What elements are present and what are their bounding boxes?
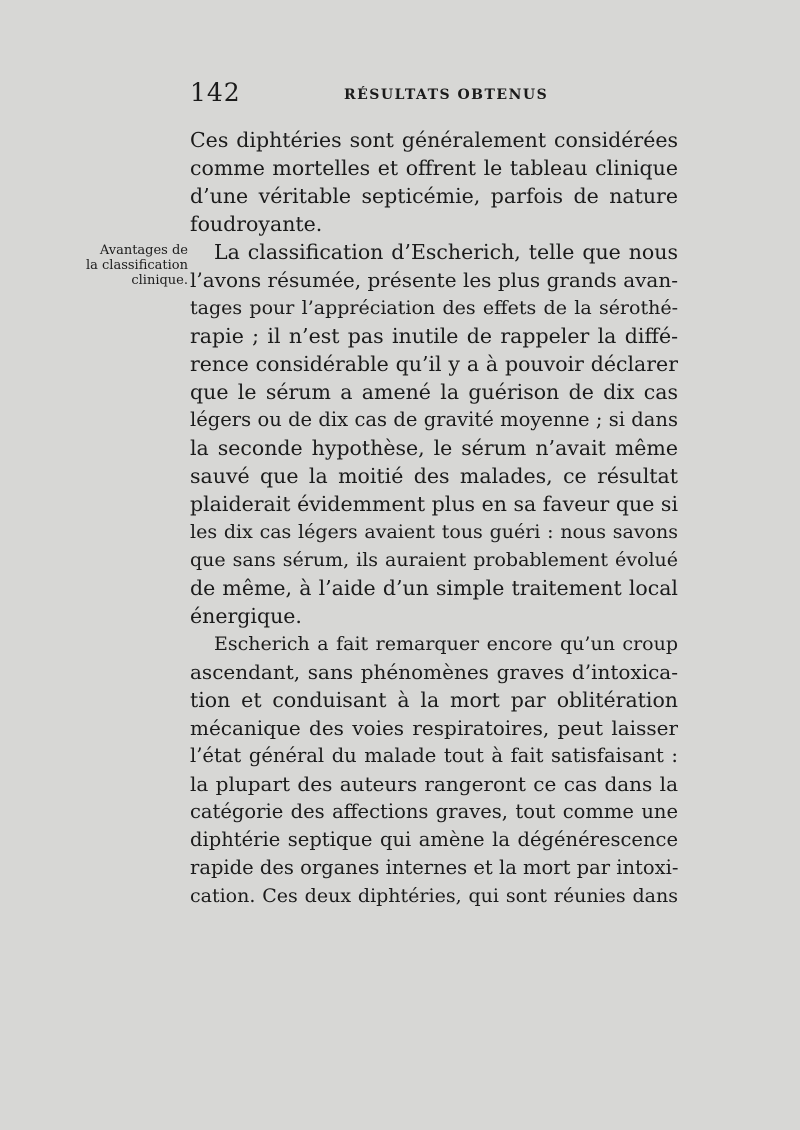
text-line: rapide des organes internes et la mort par intoxi- [190,856,678,879]
page-number: 142 [190,78,241,107]
text-line: ascendant, sans phénomènes graves d’intoxica- [190,660,678,684]
running-title: RÉSULTATS OBTENUS [344,87,549,103]
page-header [190,78,680,114]
text-line: d’une véritable septicémie, parfois de nature [190,184,678,208]
text-line: rence considérable qu’il y a à pouvoir déclarer [190,352,678,376]
text-line: foudroyante. [190,212,323,236]
margin-note [60,243,188,288]
text-line: Ces diphtéries sont généralement considérées [190,128,678,152]
text-line: sauvé que la moitié des malades, ce résultat [190,464,678,488]
margin-note-line: Avantages de [99,243,188,258]
text-line: rapie ; il n’est pas inutile de rappeler la diffé- [190,324,678,348]
text-line: énergique. [190,604,302,628]
text-line: tages pour l’appréciation des effets de la sérothé- [190,297,678,319]
text-line: la plupart des auteurs rangeront ce cas dans la [190,772,678,796]
text-line: mécanique des voies respiratoires, peut laisser [190,716,678,740]
paragraph-first-line: La classification d’Escherich, telle que nous [214,240,678,264]
body-text [190,126,678,910]
text-line: légers ou de dix cas de gravité moyenne ; si dans [190,408,678,431]
text-line: l’avons résumée, présente les plus grands avan- [190,268,678,292]
paragraph-first-line: Escherich a fait remarquer encore qu’un croup [214,633,678,655]
text-line: diphtérie septique qui amène la dégénérescence [190,828,678,851]
text-line: plaiderait évidemment plus en sa faveur que si [190,492,678,516]
text-line: tion et conduisant à la mort par oblitération [190,688,678,712]
text-line: cation. Ces deux diphtéries, qui sont réunies dans [190,885,678,907]
text-line: que sans sérum, ils auraient probablement évolué [190,549,678,571]
margin-note-line: clinique. [131,273,188,288]
margin-note-line: la classification [85,258,188,273]
text-line: les dix cas légers avaient tous guéri : nous savons [190,521,678,543]
text-line: comme mortelles et offrent le tableau clinique [190,156,678,180]
text-line: catégorie des affections graves, tout comme une [190,800,678,823]
text-line: l’état général du malade tout à fait satisfaisant : [190,744,678,767]
text-line: que le sérum a amené la guérison de dix cas [190,380,678,404]
text-line: de même, à l’aide d’un simple traitement local [190,576,678,600]
text-line: la seconde hypothèse, le sérum n’avait même [190,436,678,460]
